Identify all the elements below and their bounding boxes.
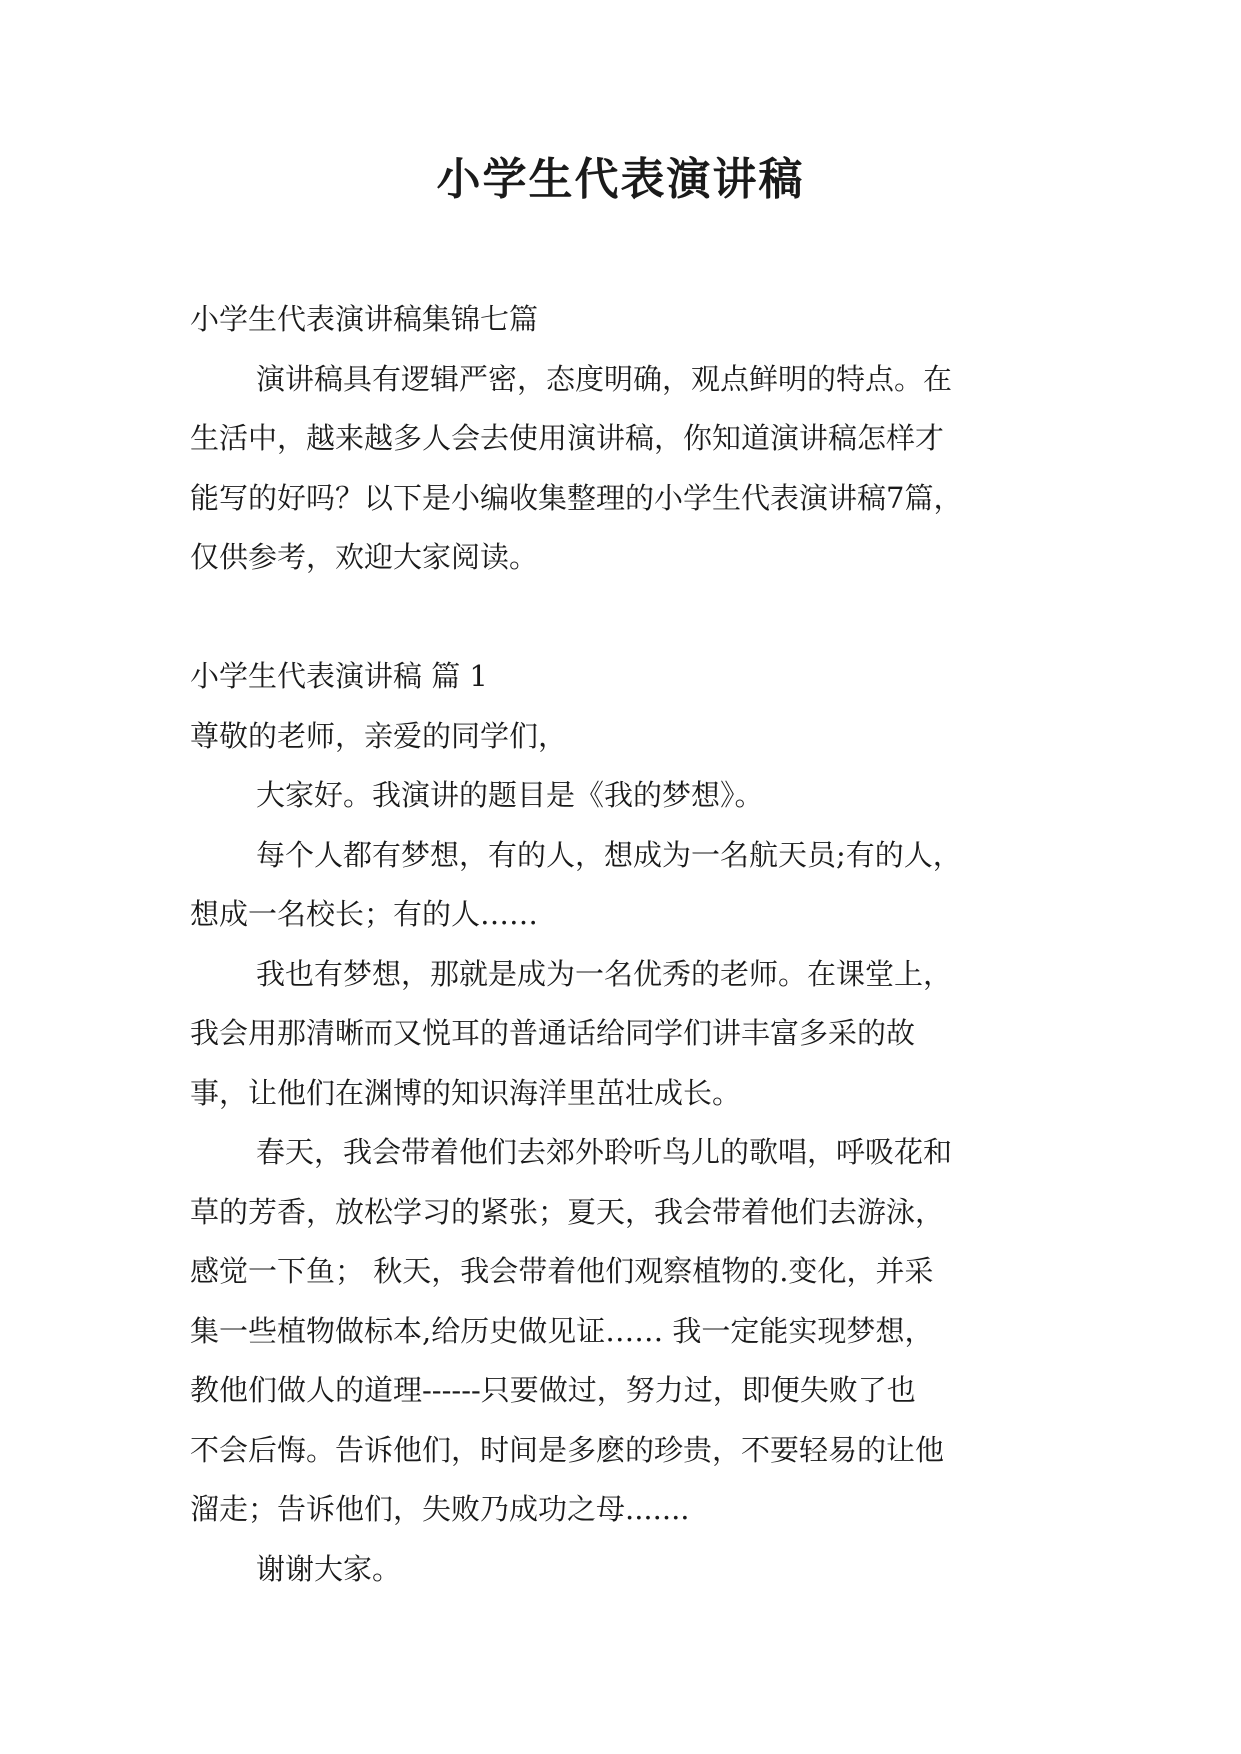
intro-line: 仅供参考，欢迎大家阅读。 [190,540,539,574]
paragraph-gap [190,588,1060,648]
intro-line: 能写的好吗？以下是小编收集整理的小学生代表演讲稿7篇， [190,480,963,515]
paragraph-line: 草的芳香，放松学习的紧张；夏天，我会带着他们去游泳， [190,1194,945,1229]
paragraph-line: 每个人都有梦想，有的人，想成为一名航天员;有的人， [256,837,962,872]
document-body [190,290,1060,1599]
paragraph-line: 感觉一下鱼； 秋天，我会带着他们观察植物的.变化，并采 [190,1254,934,1288]
paragraph-line: 我也有梦想，那就是成为一名优秀的老师。在课堂上， [256,956,953,991]
closing-line: 谢谢大家。 [256,1551,402,1586]
salutation: 尊敬的老师，亲爱的同学们， [190,718,568,753]
paragraph-line: 教他们做人的道理------只要做过，努力过，即便失败了也 [190,1373,916,1407]
section-heading: 小学生代表演讲稿 篇 1 [190,659,488,693]
paragraph-line: 春天，我会带着他们去郊外聆听鸟儿的歌唱，呼吸花和 [256,1135,953,1169]
greeting: 大家好。我演讲的题目是《我的梦想》。 [256,778,764,812]
paragraph-line: 不会后悔。告诉他们，时间是多麽的珍贵，不要轻易的让他 [190,1432,945,1467]
paragraph-line: 溜走；告诉他们，失败乃成功之母....... [190,1492,690,1526]
intro-line: 演讲稿具有逻辑严密，态度明确，观点鲜明的特点。在 [256,361,953,396]
paragraph-line: 事，让他们在渊博的知识海洋里茁壮成长。 [190,1075,742,1110]
paragraph-line: 我会用那清晰而又悦耳的普通话给同学们讲丰富多采的故 [190,1016,916,1050]
intro-line: 生活中，越来越多人会去使用演讲稿，你知道演讲稿怎样才 [190,421,945,455]
paragraph-line: 集一些植物做标本,给历史做见证…… 我一定能实现梦想， [190,1313,934,1348]
document-title: 小学生代表演讲稿 [436,154,805,205]
paragraph-line: 想成一名校长；有的人…… [190,897,539,931]
document-subtitle: 小学生代表演讲稿集锦七篇 [190,302,539,336]
